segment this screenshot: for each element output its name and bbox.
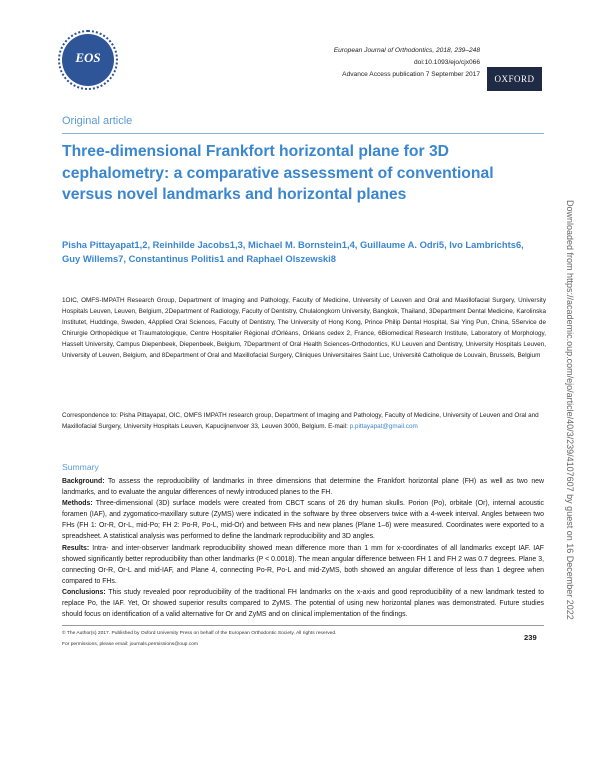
download-note-text[interactable]: Downloaded from https://academic.oup.com/ejo/article/40/3/239/4107607 by guest on 16 December 2022 xyxy=(565,200,575,620)
journal-logo-text: EOS xyxy=(75,50,101,65)
background-text: To assess the reproducibility of landmarks in three dimensions that determine the Frankfort horizontal plane (FH) as well as two new landmarks, and to evaluate the angular differences of newly introduced planes to the FH. xyxy=(62,478,544,497)
article-title: Three-dimensional Frankfort horizontal plane for 3D cephalometry: a comparative assessment of conventional versus novel landmarks and horizontal planes xyxy=(62,143,494,203)
article-type: Original article xyxy=(62,115,133,127)
journal-logo xyxy=(62,34,114,86)
header-divider xyxy=(62,133,544,134)
summary-heading: Summary xyxy=(62,462,99,472)
methods-label: Methods: xyxy=(62,500,93,508)
conclusions-text: This study revealed poor reproducibility of the traditional FH landmarks on the x-axis and good reproducibility of a new landmark tested to replace Po, the IAF. Yet, Or showed superior results compared to ZyMS. The potential of using new horizontal planes was demonstrated. Future studies should focus on identification of a valid alternative for Or and ZyMS and on clinical implementation of the findings. xyxy=(62,588,544,619)
publisher-logo: OXFORD xyxy=(487,67,542,91)
correspondence xyxy=(62,410,546,432)
doi: doi:10.1093/ejo/cjx066 xyxy=(414,59,480,66)
author-list: Pisha Pittayapat1,2, Reinhilde Jacobs1,3, Michael M. Bornstein1,4, Guillaume A. Odri5, Ivo Lambrichts6, Guy Willems7, Constantinus Politis1 and Raphael Olszewski8 xyxy=(62,239,524,264)
abstract xyxy=(62,476,544,620)
correspondence-email[interactable]: p.pittayapat@gmail.com xyxy=(349,423,418,430)
publication-date: Advance Access publication 7 September 2017 xyxy=(342,71,480,78)
conclusions-label: Conclusions: xyxy=(62,588,106,596)
page-number: 239 xyxy=(524,633,537,642)
copyright-notice: © The Author(s) 2017. Published by Oxford University Press on behalf of the European Orthodontic Society. All rights reserved. xyxy=(62,631,337,636)
affiliations: 1OIC, OMFS-IMPATH Research Group, Department of Imaging and Pathology, Faculty of Medicine, University of Leuven and Oral and Maxillofacial Surgery, University Hospitals Leuven, Leuven, Belgium, 2Department of Radiology, Faculty of Dentistry, Chulalongkorn University, Bangkok, Thailand, 3Department Dental Medicine, Karolinska Institutet, Huddinge, Sweden, 4Applied Oral Sciences, Faculty of Dentistry, The University of Hong Kong, Prince Philip Dental Hospital, Sai Ying Pun, China, 5Service de Chirurgie Orthopédique et Traumatologique, Centre Hospitalier Régional d'Orléans, Orléans cedex 2, France, 6Biomedical Research Institute, Laboratory of Morphology, Hasselt University, Campus Diepenbeek, Diepenbeek, Belgium, 7Department of Oral Health Sciences-Orthodontics, KU Leuven and Dentistry, University Hospitals Leuven, University of Leuven, Belgium, and 8Department of Oral and Maxillofacial Surgery, Cliniques Universitaires Saint Luc, Université Catholique de Louvain, Brussels, Belgium xyxy=(62,297,546,359)
footer xyxy=(62,628,336,650)
correspondence-text: Correspondence to: Pisha Pittayapat, OIC, OMFS IMPATH research group, Department of Imaging and Pathology, Faculty of Medicine, University of Leuven and Oral and Maxillofacial Surgery, University Hospitals Leuven, Kapucijnenvoer 33, Leuven 3000, Belgium. E-mail: xyxy=(62,412,539,430)
footer-divider xyxy=(62,625,544,626)
results-label: Results: xyxy=(62,544,90,552)
background-label: Background: xyxy=(62,478,105,485)
journal-citation: European Journal of Orthodontics, 2018, 239–248 xyxy=(333,47,480,54)
results-text: Intra- and inter-observer landmark reproducibility showed mean difference more than 1 mm for x-coordinates of all landmarks except IAF. IAF showed significantly better reproducibility than other landmarks (P < 0.0018). The mean angular difference between FH 1 and FH 2 was 0.7 degrees. Plane 3, connecting Or-R, Or-L and mid-IAF, and Plane 4, connecting Po-R, Po-L and mid-ZyMS, both showed an angular difference of less than 1 degree when compared to FHs. xyxy=(62,544,544,585)
permissions-notice: For permissions, please email: journals.permissions@oup.com xyxy=(62,642,198,647)
download-note xyxy=(561,200,581,740)
journal-meta xyxy=(334,45,480,81)
methods-text: Three-dimensional (3D) surface models were created from CBCT scans of 26 dry human skulls. Porion (Po), orbitale (Or), internal acoustic foramen (IAF), and zygomatico-maxillary suture (ZyMS) were indicated in the software by three observers twice with a 4-week interval. Angles between two FHs (FH 1: Or-R, Or-L, mid-Po; FH 2: Po-R, Po-L, mid-Or) and between FHs and new planes (Plane 1–6) were measured. Coordinates were exported to a spreadsheet. A statistical analysis was performed to define the landmark reproducibility and 3D angles. xyxy=(62,500,544,541)
